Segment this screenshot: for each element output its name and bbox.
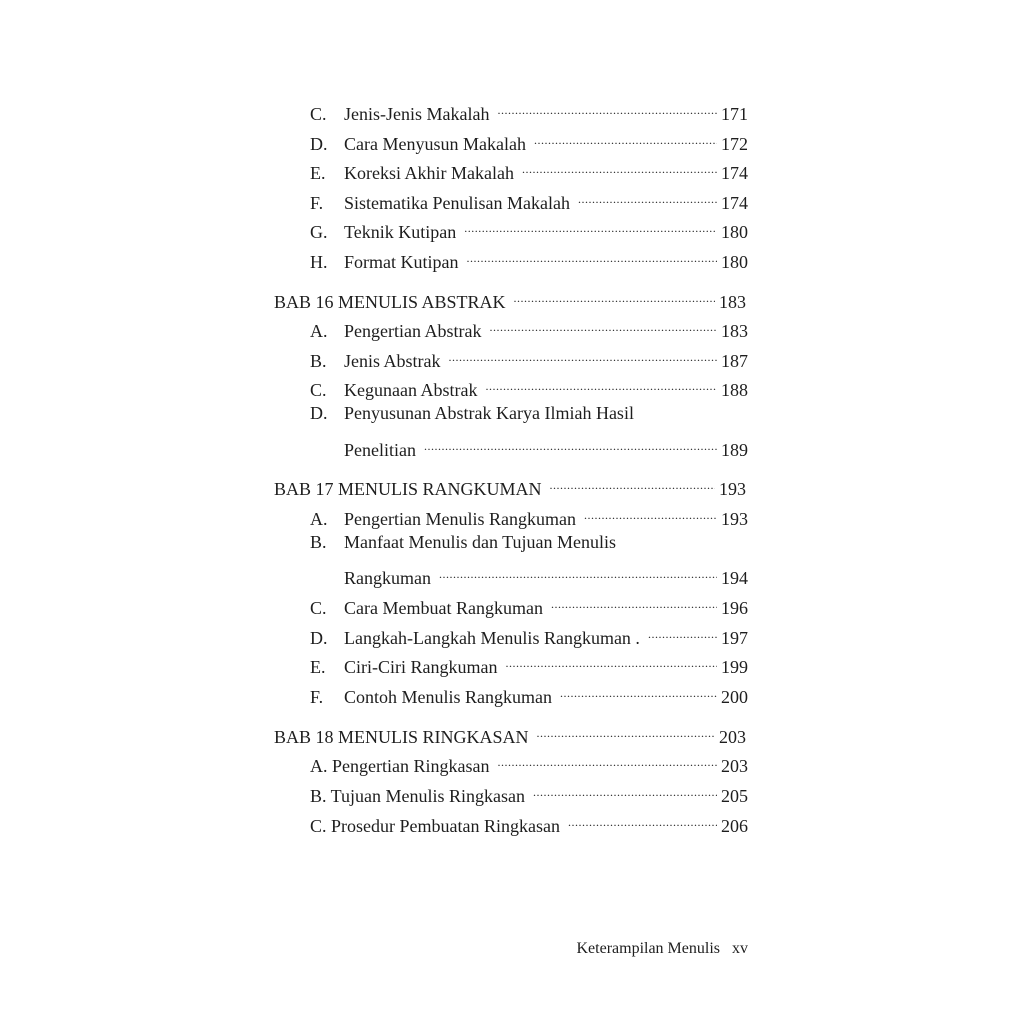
toc-entry [310,153,748,183]
toc-entry-letter: F. [310,687,324,707]
toc-entry-letter: A. [310,321,328,341]
toc-entry-page: 193 [719,479,746,499]
toc-entry [310,806,748,836]
dot-leader [505,647,717,673]
dot-leader [497,746,717,772]
chapter-heading [274,282,746,312]
toc-entry-letter: E. [310,163,326,183]
toc-entry-page: 188 [721,380,748,400]
toc-entry-title: A. Pengertian Ringkasan [310,756,490,776]
toc-entry [310,341,748,371]
toc-entry-title: Contoh Menulis Rangkuman [344,687,552,707]
toc-entry-title: Penyusunan Abstrak Karya Ilmiah Hasil [344,403,634,423]
toc-entry-title: BAB 17 MENULIS RANGKUMAN [274,479,542,499]
toc-entry-title: Kegunaan Abstrak [344,380,478,400]
toc-entry-page: 172 [721,134,748,154]
toc-entry-letter: B. [310,532,327,552]
toc-entry-title: Ciri-Ciri Rangkuman [344,657,498,677]
toc-entry-letter: E. [310,657,326,677]
dot-leader [584,499,717,525]
dot-leader [648,618,717,644]
toc-entry-letter: D. [310,403,328,423]
toc-entry-letter: A. [310,509,328,529]
dot-leader [485,370,717,396]
toc-entry [310,746,748,776]
toc-entry-page: 183 [721,321,748,341]
toc-entry-page: 174 [721,163,748,183]
toc-entry-title: Sistematika Penulisan Makalah [344,193,570,213]
toc-entry-title: Format Kutipan [344,252,459,272]
chapter-heading [274,469,746,499]
toc-entry [310,677,748,707]
toc-entry [310,311,748,341]
toc-entry-page: 180 [721,252,748,272]
toc-entry-letter: C. [310,380,327,400]
dot-leader [522,153,717,179]
dot-leader [533,776,717,802]
dot-leader [534,124,717,150]
toc-entry-page: 187 [721,351,748,371]
toc-entry [310,212,748,242]
toc-entry-page: 193 [721,509,748,529]
dot-leader [568,806,717,832]
toc-entry [310,618,748,648]
toc-entry [310,124,748,154]
toc-entry-title: Pengertian Menulis Rangkuman [344,509,576,529]
toc-entry-continuation [344,558,748,588]
toc-entry-title: Langkah-Langkah Menulis Rangkuman . [344,628,640,648]
toc-entry-page: 200 [721,687,748,707]
toc-entry-title: Rangkuman [344,568,431,588]
toc-entry-title: Teknik Kutipan [344,222,457,242]
dot-leader [551,588,717,614]
toc-entry-letter: D. [310,628,328,648]
toc-entry-title: Jenis Abstrak [344,351,441,371]
dot-leader [464,212,717,238]
toc-entry-letter: C. [310,104,327,124]
toc-entry-letter: C. [310,598,327,618]
toc-entry-title: Cara Menyusun Makalah [344,134,526,154]
toc-entry-page: 174 [721,193,748,213]
toc-entry [310,776,748,806]
toc-entry [310,499,748,529]
toc-entry-title: BAB 16 MENULIS ABSTRAK [274,292,506,312]
toc-entry-page: 197 [721,628,748,648]
footer-book-title: Keterampilan Menulis [576,940,720,957]
toc-entry-page: 205 [721,786,748,806]
page-footer [576,940,748,958]
toc-entry-page: 196 [721,598,748,618]
toc-entry-letter: G. [310,222,328,242]
toc-entry-title: Cara Membuat Rangkuman [344,598,543,618]
toc-entry-title: Manfaat Menulis dan Tujuan Menulis [344,532,616,552]
toc-entry-title: Koreksi Akhir Makalah [344,163,514,183]
toc-entry-title: Jenis-Jenis Makalah [344,104,490,124]
dot-leader [467,242,718,268]
toc-entry [310,370,748,400]
toc-entry [310,242,748,272]
toc-entry-page: 206 [721,816,748,836]
dot-leader [449,341,718,367]
toc-entry [310,183,748,213]
toc-entry-continuation [344,430,748,460]
toc-entry-title: C. Prosedur Pembuatan Ringkasan [310,816,560,836]
toc-entry-page: 203 [719,727,746,747]
toc-entry-letter: D. [310,134,328,154]
toc-entry-letter: F. [310,193,324,213]
toc-entry-page: 199 [721,657,748,677]
toc-entry-title: B. Tujuan Menulis Ringkasan [310,786,526,806]
toc-entry-letter: B. [310,351,327,371]
dot-leader [514,282,715,308]
dot-leader [489,311,717,337]
dot-leader [560,677,717,703]
toc-entry-title: BAB 18 MENULIS RINGKASAN [274,727,529,747]
toc-entry-page: 180 [721,222,748,242]
toc-entry-title: Penelitian [344,440,416,460]
toc-entry [310,588,748,618]
toc-entry [310,400,748,426]
toc-entry [310,94,748,124]
toc-entry-page: 189 [721,440,748,460]
toc-entry-page: 183 [719,292,746,312]
dot-leader [537,717,715,743]
footer-page-number: xv [732,940,748,957]
toc-entry-page: 171 [721,104,748,124]
toc-entry [310,647,748,677]
toc-entry [310,529,748,555]
dot-leader [439,558,717,584]
chapter-heading [274,717,746,747]
toc-entry-page: 203 [721,756,748,776]
toc-entry-page: 194 [721,568,748,588]
dot-leader [550,469,715,495]
dot-leader [578,183,717,209]
dot-leader [497,94,717,120]
toc-entry-letter: H. [310,252,328,272]
toc-entry-title: Pengertian Abstrak [344,321,482,341]
dot-leader [424,430,717,456]
